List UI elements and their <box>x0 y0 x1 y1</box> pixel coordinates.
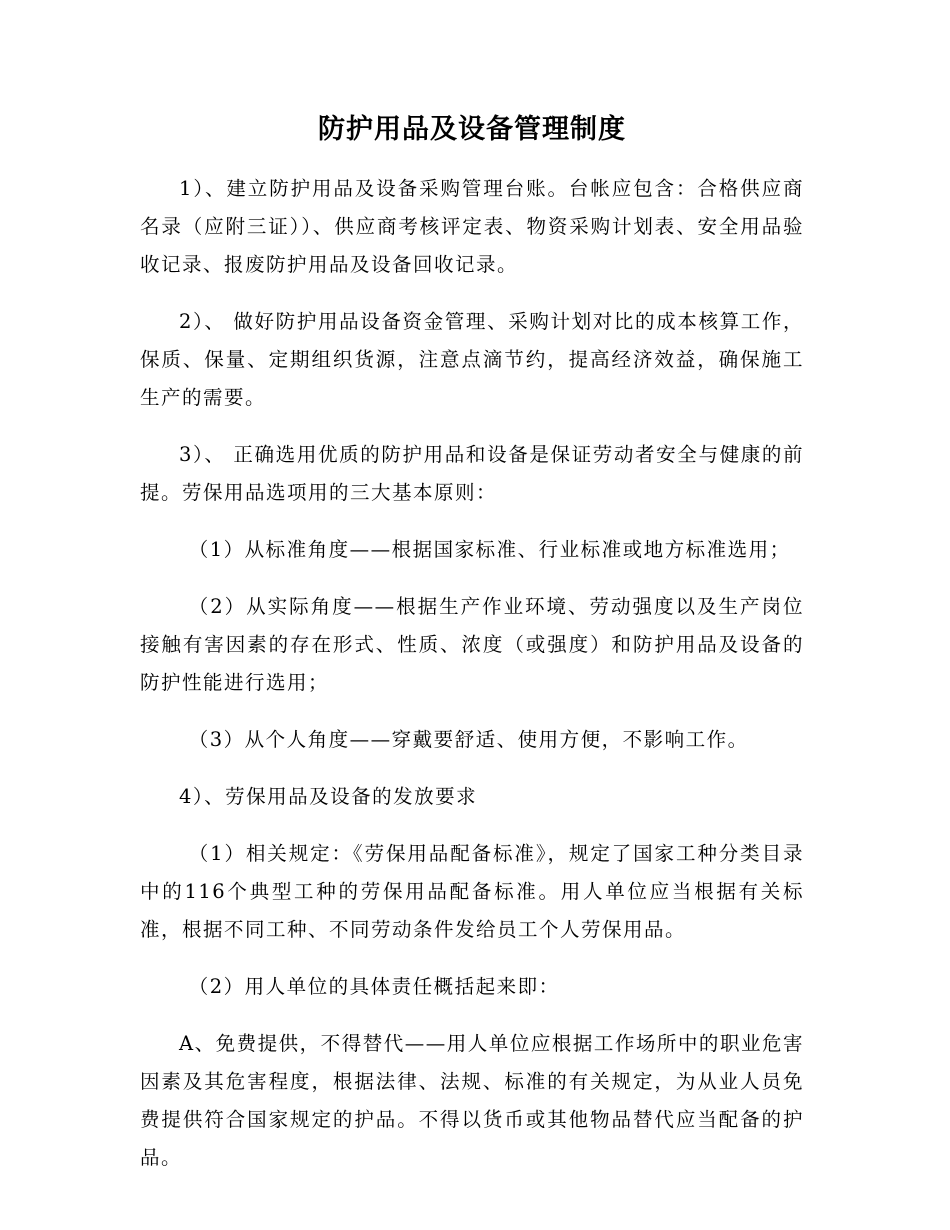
principle-standard: （1）从标准角度——根据国家标准、行业标准或地方标准选用； <box>188 538 791 561</box>
paragraph-selection-principles: 3）、 正确选用优质的防护用品和设备是保证劳动者安全与健康的前提。劳保用品选项用的三大基本原则： <box>140 443 804 504</box>
responsibility-free-provision: A、免费提供，不得替代——用人单位应根据工作场所中的职业危害因素及其危害程度，根据法律、法规、标准的有关规定，为从业人员免费提供符合国家规定的护品。不得以货币或其他物品替代应当配备的护品。 <box>140 1032 804 1169</box>
paragraph-purchase-ledger: 1）、建立防护用品及设备采购管理台账。台帐应包含：合格供应商名录（应附三证））、供应商考核评定表、物资采购计划表、安全用品验收记录、报废防护用品及设备回收记录。 <box>140 177 804 276</box>
requirement-regulations: （1）相关规定：《劳保用品配备标准》，规定了国家工种分类目录中的116个典型工种的劳保用品配备标准。用人单位应当根据有关标准，根据不同工种、不同劳动条件发给员工个人劳保用品。 <box>140 842 804 941</box>
requirement-employer-responsibility: （2）用人单位的具体责任概括起来即： <box>188 975 560 998</box>
paragraph-fund-management: 2）、 做好防护用品设备资金管理、采购计划对比的成本核算工作，保质、保量、定期组织货源，注意点滴节约，提高经济效益，确保施工生产的需要。 <box>140 310 804 409</box>
document-page <box>140 108 804 1196</box>
principle-practical: （2）从实际角度——根据生产作业环境、劳动强度以及生产岗位接触有害因素的存在形式、性质、浓度（或强度）和防护用品及设备的防护性能进行选用； <box>140 595 804 694</box>
paragraph-distribution-requirements: 4）、劳保用品及设备的发放要求 <box>179 785 478 808</box>
principle-personal: （3）从个人角度——穿戴要舒适、使用方便，不影响工作。 <box>188 728 749 751</box>
document-title: 防护用品及设备管理制度 <box>318 114 626 145</box>
